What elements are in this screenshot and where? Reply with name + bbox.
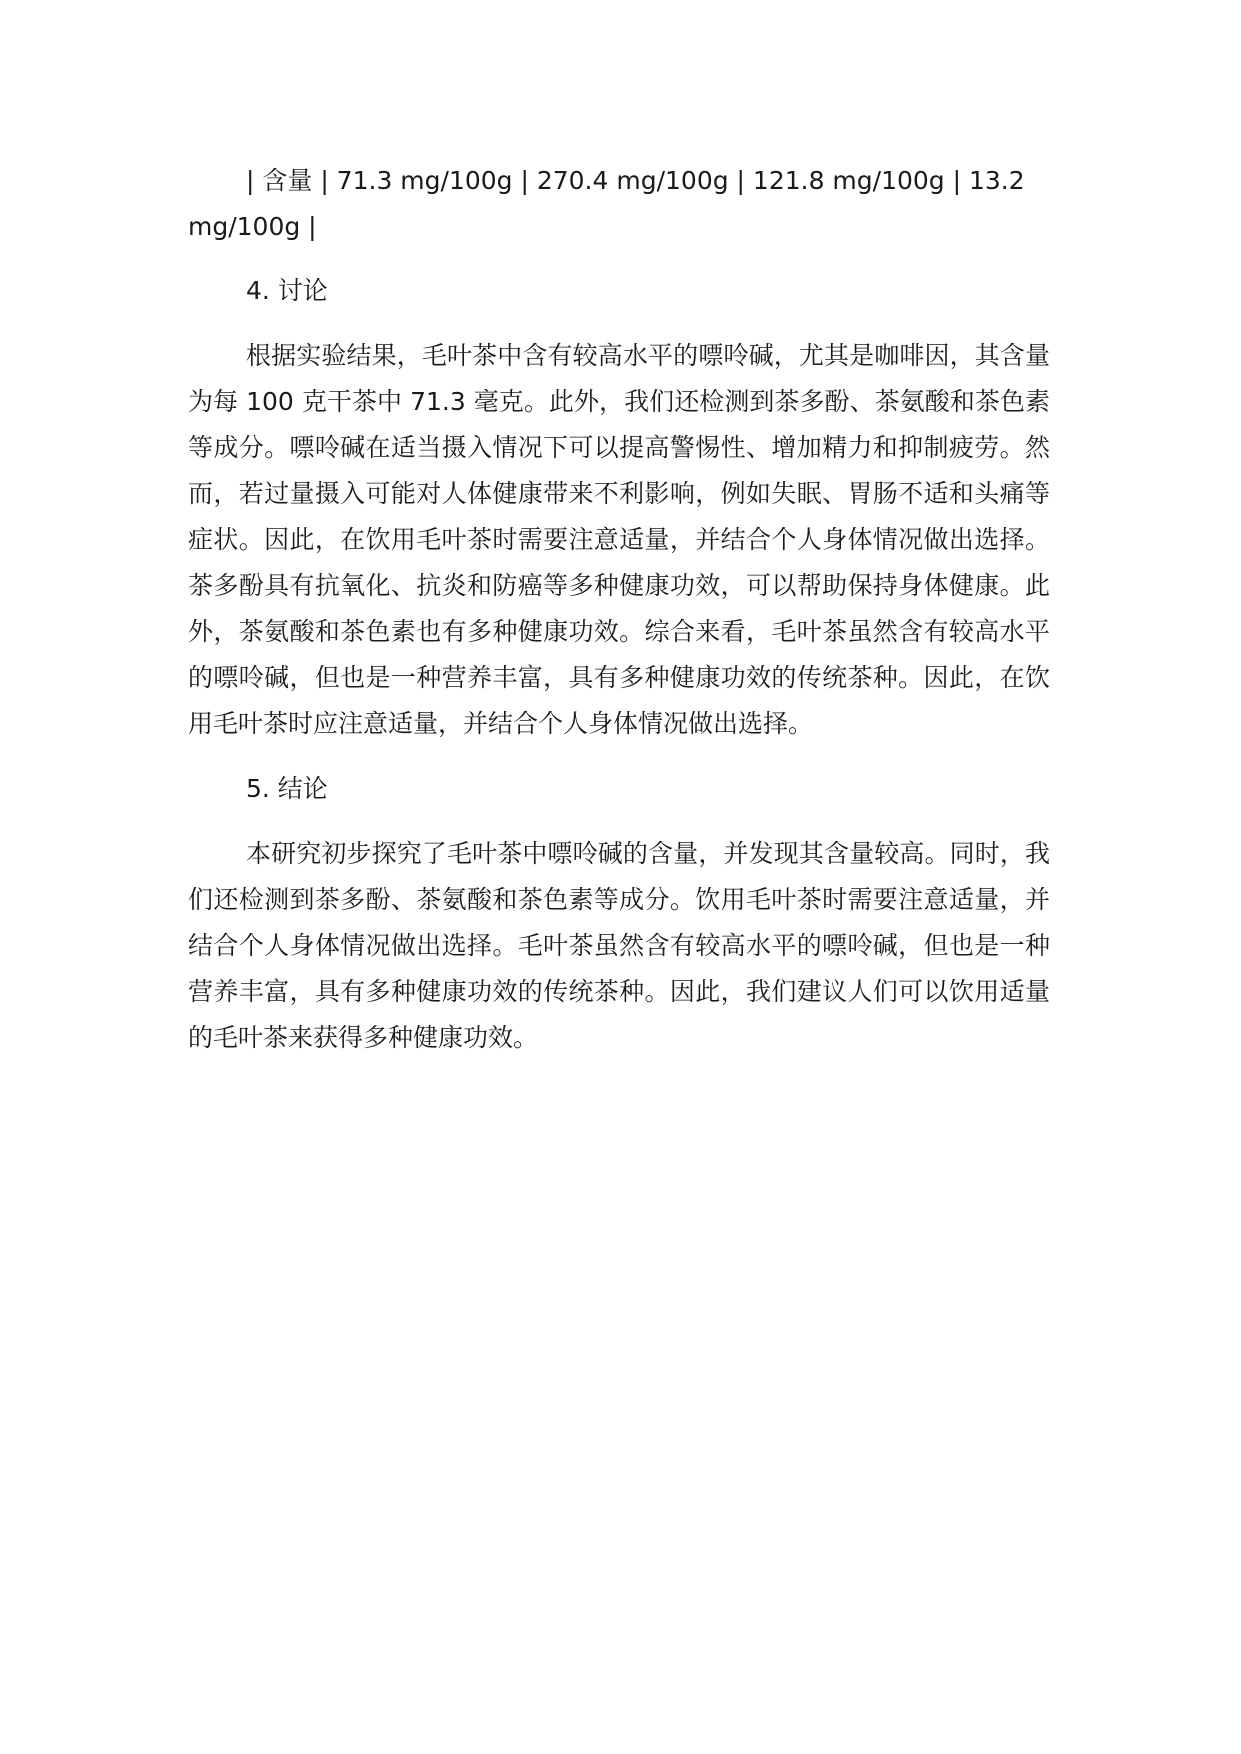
table-row-content: | 含量 | 71.3 mg/100g | 270.4 mg/100g | 121.8 mg/100g | 13.2 mg/100g | <box>188 166 1025 241</box>
discussion-paragraph: 根据实验结果，毛叶茶中含有较高水平的嘌呤碱，尤其是咖啡因，其含量为每 100 克干茶中 71.3 毫克。此外，我们还检测到茶多酚、茶氨酸和茶色素等成分。嘌呤碱在适当摄入情况下可以提高警惕性、增加精力和抑制疲劳。然而，若过量摄入可能对人体健康带来不利影响，例如失眠、胃肠不适和头痛等症状。因此，在饮用毛叶茶时需要注意适量，并结合个人身体情况做出选择。茶多酚具有抗氧化、抗炎和防癌等多种健康功效，可以帮助保持身体健康。此外，茶氨酸和茶色素也有多种健康功效。综合来看，毛叶茶虽然含有较高水平的嘌呤碱，但也是一种营养丰富，具有多种健康功效的传统茶种。因此，在饮用毛叶茶时应注意适量，并结合个人身体情况做出选择。 <box>188 341 1050 738</box>
conclusion-paragraph: 本研究初步探究了毛叶茶中嘌呤碱的含量，并发现其含量较高。同时，我们还检测到茶多酚、茶氨酸和茶色素等成分。饮用毛叶茶时需要注意适量，并结合个人身体情况做出选择。毛叶茶虽然含有较高水平的嘌呤碱，但也是一种营养丰富，具有多种健康功效的传统茶种。因此，我们建议人们可以饮用适量的毛叶茶来获得多种健康功效。 <box>188 839 1050 1052</box>
section-heading-conclusion: 5. 结论 <box>246 774 328 803</box>
section-heading-discussion: 4. 讨论 <box>246 276 328 305</box>
document-body <box>188 158 1050 1080</box>
